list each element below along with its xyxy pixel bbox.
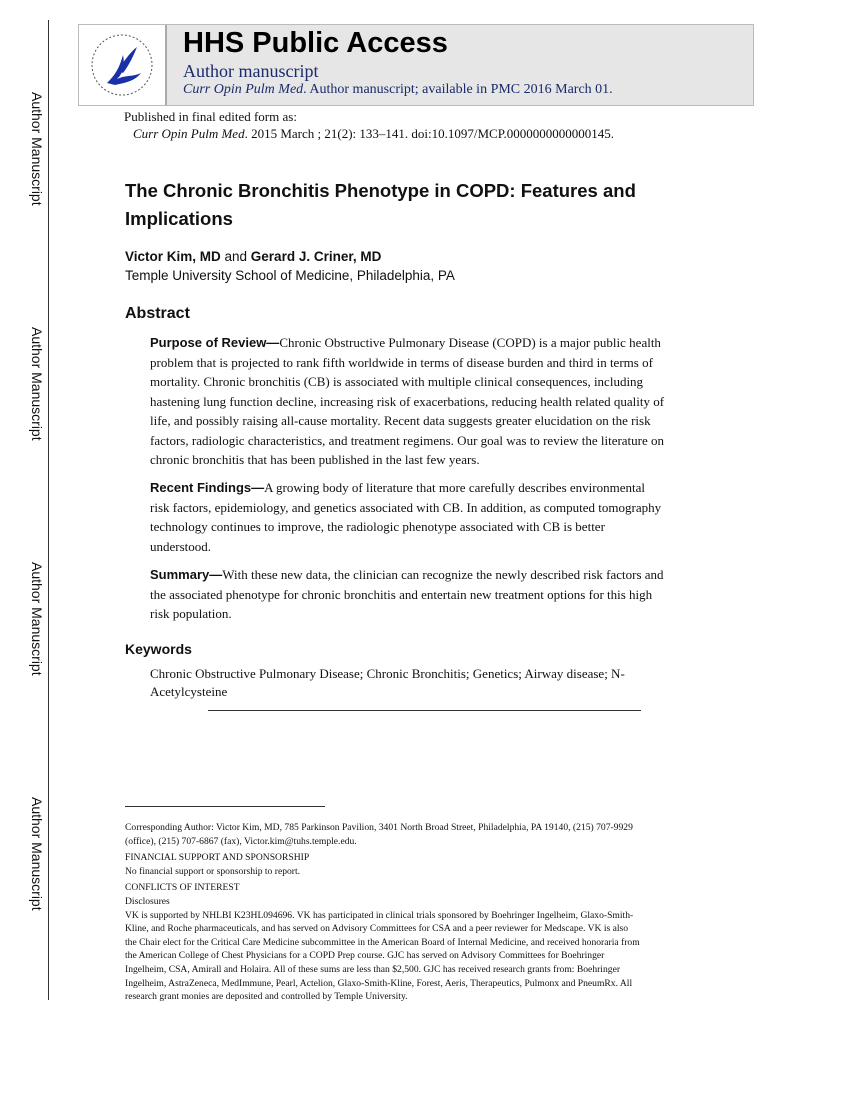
paragraph-line — [150, 604, 664, 624]
sidebar-divider — [48, 20, 49, 1000]
sidebar-label: Author Manuscript — [29, 562, 45, 676]
title-line: The Chronic Bronchitis Phenotype in COPD: Features and — [125, 180, 636, 201]
brand-title: HHS Public Access — [183, 27, 448, 59]
line-text: mortality. Chronic bronchitis (CB) is associated with multiple clinical consequences, including — [150, 374, 644, 389]
published-label: Published in final edited form as: — [124, 109, 297, 124]
journal-name: Curr Opin Pulm Med — [183, 82, 304, 97]
paragraph-line — [150, 517, 661, 537]
authors — [125, 249, 381, 264]
footnote-line: Ingelheim, CSA, Amirall and Holaira. All of these sums are less than $2,500. GJC has received research grants from: Boehringer — [125, 963, 621, 975]
section-lead: Summary— — [150, 567, 223, 582]
line-text: understood. — [150, 538, 212, 554]
title-line: Implications — [125, 208, 233, 229]
paragraph-line — [150, 333, 664, 353]
footnote-rule — [125, 806, 325, 807]
author-conjunction: and — [220, 249, 251, 264]
paragraph-line — [150, 353, 664, 373]
section-lead: Recent Findings— — [150, 480, 265, 495]
footnote-line: No financial support or sponsorship to report. — [125, 865, 301, 877]
manuscript-type: Author manuscript — [183, 61, 319, 81]
citation-text: . 2015 March ; 21(2): 133–141. doi:10.1097/MCP.0000000000000145. — [244, 126, 615, 141]
paragraph-line — [150, 565, 664, 585]
author: Victor Kim, MD — [125, 249, 221, 264]
abstract-heading: Abstract — [125, 305, 190, 322]
citation — [133, 126, 614, 142]
keyword-line: Chronic Obstructive Pulmonary Disease; Chronic Bronchitis; Genetics; Airway disease; N- — [150, 666, 625, 681]
section-lead: Purpose of Review— — [150, 335, 280, 350]
footnote-line: Disclosures — [125, 895, 170, 907]
hhs-eagle-icon — [79, 25, 165, 105]
line-text: life, and possibly raising all-cause mortality. Recent data suggests greater elucidation on the risk — [150, 413, 651, 428]
hhs-header — [78, 24, 754, 106]
sidebar-label: Author Manuscript — [29, 327, 45, 441]
keywords-heading: Keywords — [125, 641, 192, 657]
paragraph-line — [150, 498, 661, 518]
citation-journal: Curr Opin Pulm Med — [133, 126, 245, 141]
availability-text: . Author manuscript; available in PMC 2016 March 01. — [303, 82, 613, 97]
footnote-line: Ingelheim, AstraZeneca, MedImmune, Pearl, Actelion, Glaxo-Smith-Kline, Forest, Aeris, Therapeutics, Pulmonx and PneumRx. All — [125, 977, 633, 989]
affiliation: Temple University School of Medicine, Philadelphia, PA — [125, 268, 455, 283]
sidebar-label: Author Manuscript — [29, 797, 45, 911]
footnote-line: research grant monies are deposited and controlled by Temple University. — [125, 991, 408, 1003]
footnote-line: Kline, and Roche pharmaceuticals, and has served on Advisory Committees for CSA and a peer reviewer for Medscape. VK is also — [125, 923, 629, 935]
article-title — [125, 177, 636, 233]
paragraph-line — [150, 392, 664, 412]
footnote-line: VK is supported by NHLBI K23HL094696. VK has participated in clinical trials sponsored by Boehringer Ingelheim, Glaxo-Smith- — [125, 909, 634, 921]
abstract-section — [150, 565, 664, 624]
footnote-line: Corresponding Author: Victor Kim, MD, 785 Parkinson Pavilion, 3401 North Broad Street, Philadelphia, PA 19140, (215) 707-9929 — [125, 822, 633, 833]
paragraph-line — [150, 478, 661, 498]
keyword-line: Acetylcysteine — [150, 684, 228, 699]
sidebar-label: Author Manuscript — [29, 92, 45, 206]
paragraph-line — [150, 450, 664, 470]
paragraph-line — [150, 537, 661, 557]
line-text: chronic bronchitis that has been published in the last few years. — [150, 452, 480, 467]
abstract-section — [150, 478, 661, 556]
availability-line — [183, 82, 613, 98]
author: Gerard J. Criner, MD — [250, 249, 382, 264]
line-text: the associated phenotype for chronic bronchitis and entertain new treatment options for this high — [150, 586, 653, 602]
paragraph-line — [150, 431, 664, 451]
line-text: risk factors, epidemiology, and genetics associated with CB. In addition, as computed tomography — [150, 499, 662, 515]
abstract-section — [150, 333, 664, 470]
hhs-logo — [79, 25, 167, 105]
line-text: hastening lung function decline, increasing risk of exacerbations, reducing health related quality of — [150, 393, 665, 409]
footnote-line: the American College of Chest Physicians for a COPD Prep course. GJC has served on Advisory Committees for Boehringer — [125, 950, 605, 962]
paragraph-line — [150, 585, 664, 605]
footnotes — [125, 821, 640, 1004]
footnote-line: CONFLICTS OF INTEREST — [125, 882, 240, 894]
footnote-line: FINANCIAL SUPPORT AND SPONSORSHIP — [125, 852, 310, 864]
line-text: risk population. — [150, 606, 232, 621]
line-text: factors, radiologic characteristics, and treatment regimens. Our goal was to review the literature on — [150, 432, 665, 448]
footnote-line: the Chair elect for the Critical Care Medicine subcommittee in the American Board of Internal Medicine, and received honoraria from — [125, 936, 640, 948]
section-divider — [208, 710, 641, 711]
footnote-line: (office), (215) 707-6867 (fax), Victor.kim@tuhs.temple.edu. — [125, 835, 357, 847]
keywords — [150, 665, 625, 701]
line-text: problem that is projected to rank fifth worldwide in terms of disease burden and third in terms of — [150, 354, 653, 370]
line-text: Chronic Obstructive Pulmonary Disease (COPD) is a major public health — [279, 335, 661, 350]
line-text: technology continues to improve, the radiologic phenotype associated with CB is better — [150, 519, 605, 534]
line-text: A growing body of literature that more carefully describes environmental — [264, 480, 645, 495]
paragraph-line — [150, 411, 664, 431]
paragraph-line — [150, 372, 664, 392]
line-text: With these new data, the clinician can recognize the newly described risk factors and — [222, 567, 664, 582]
